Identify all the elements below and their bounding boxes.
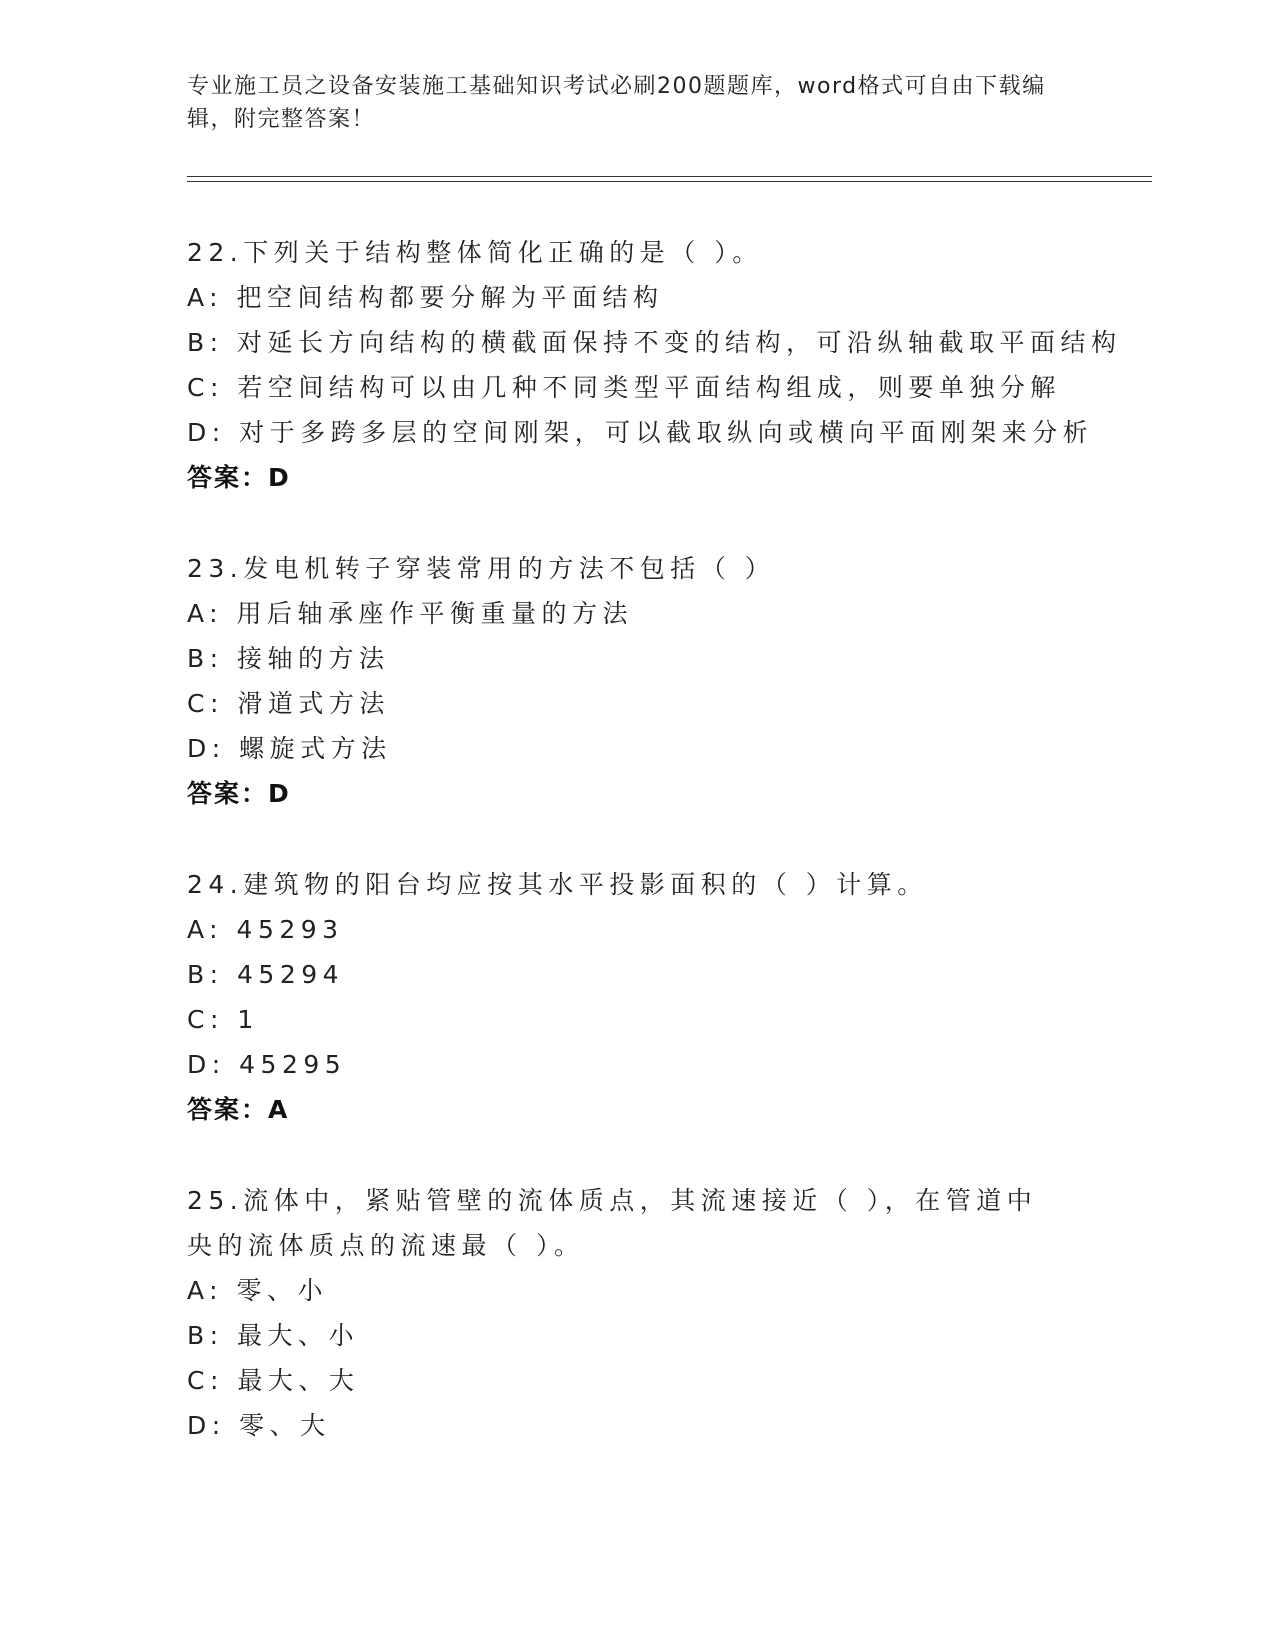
option-c (187, 1358, 1087, 1403)
option-label: A: (187, 915, 224, 944)
option-d (187, 410, 1094, 455)
option-text: 用后轴承座作平衡重量的方法 (236, 599, 634, 628)
option-label: D: (187, 418, 226, 447)
option-label: D: (187, 1411, 226, 1440)
option-c (187, 681, 1087, 726)
header-divider-bottom (187, 181, 1152, 182)
question-stem: 22.下列关于结构整体简化正确的是（ ）。 (187, 238, 763, 267)
answer-line: 答案：D (187, 463, 291, 492)
option-text: 最大、小 (237, 1321, 360, 1350)
option-d (187, 1042, 1087, 1087)
option-label: A: (187, 283, 224, 312)
option-text: 对延长方向结构的横截面保持不变的结构，可沿纵轴截取平面结构 (237, 328, 1122, 357)
option-label: A: (187, 1276, 224, 1305)
question-22 (187, 230, 1122, 500)
option-d (187, 1403, 1087, 1448)
option-b (187, 636, 1087, 681)
option-label: C: (187, 373, 224, 402)
option-text: 最大、大 (237, 1366, 360, 1395)
option-text: 45295 (239, 1050, 347, 1079)
option-text: 零、小 (236, 1276, 329, 1305)
option-a (187, 1268, 1087, 1313)
option-b (187, 1313, 1087, 1358)
option-label: C: (187, 689, 224, 718)
question-stem: 24.建筑物的阳台均应按其水平投影面积的（ ）计算。 (187, 870, 928, 899)
option-text: 若空间结构可以由几种不同类型平面结构组成，则要单独分解 (237, 373, 1061, 402)
option-label: C: (187, 1366, 224, 1395)
option-text: 把空间结构都要分解为平面结构 (236, 283, 664, 312)
option-label: B: (187, 1321, 224, 1350)
option-a (187, 907, 1087, 952)
option-b (187, 952, 1087, 997)
option-label: D: (187, 734, 226, 763)
option-label: C: (187, 1005, 224, 1034)
option-c (187, 365, 1087, 410)
option-b (187, 320, 1122, 365)
question-23 (187, 546, 1087, 816)
option-d (187, 726, 1087, 771)
question-24 (187, 862, 1087, 1132)
option-text: 滑道式方法 (237, 689, 390, 718)
option-label: A: (187, 599, 224, 628)
option-text: 螺旋式方法 (239, 734, 392, 763)
option-text: 45293 (236, 915, 344, 944)
answer-line: 答案：A (187, 1095, 290, 1124)
option-a (187, 591, 1087, 636)
option-label: B: (187, 960, 224, 989)
option-text: 1 (237, 1005, 259, 1034)
option-label: B: (187, 328, 224, 357)
document-header: 专业施工员之设备安装施工基础知识考试必刷200题题库，word格式可自由下载编辑，附完整答案！ (187, 74, 1046, 132)
option-text: 接轴的方法 (237, 644, 390, 673)
answer-line: 答案：D (187, 779, 291, 808)
option-a (187, 275, 1087, 320)
option-text: 45294 (237, 960, 345, 989)
question-stem: 23.发电机转子穿装常用的方法不包括（ ） (187, 554, 776, 583)
header-divider-top (187, 176, 1152, 177)
option-c (187, 997, 1087, 1042)
option-label: B: (187, 644, 224, 673)
question-25 (187, 1178, 1087, 1448)
option-text: 零、大 (239, 1411, 331, 1440)
question-stem: 25.流体中，紧贴管壁的流体质点，其流速接近（ ），在管道中央的流体质点的流速最（ ）。 (187, 1186, 1038, 1260)
option-text: 对于多跨多层的空间刚架，可以截取纵向或横向平面刚架来分析 (239, 418, 1094, 447)
option-label: D: (187, 1050, 226, 1079)
